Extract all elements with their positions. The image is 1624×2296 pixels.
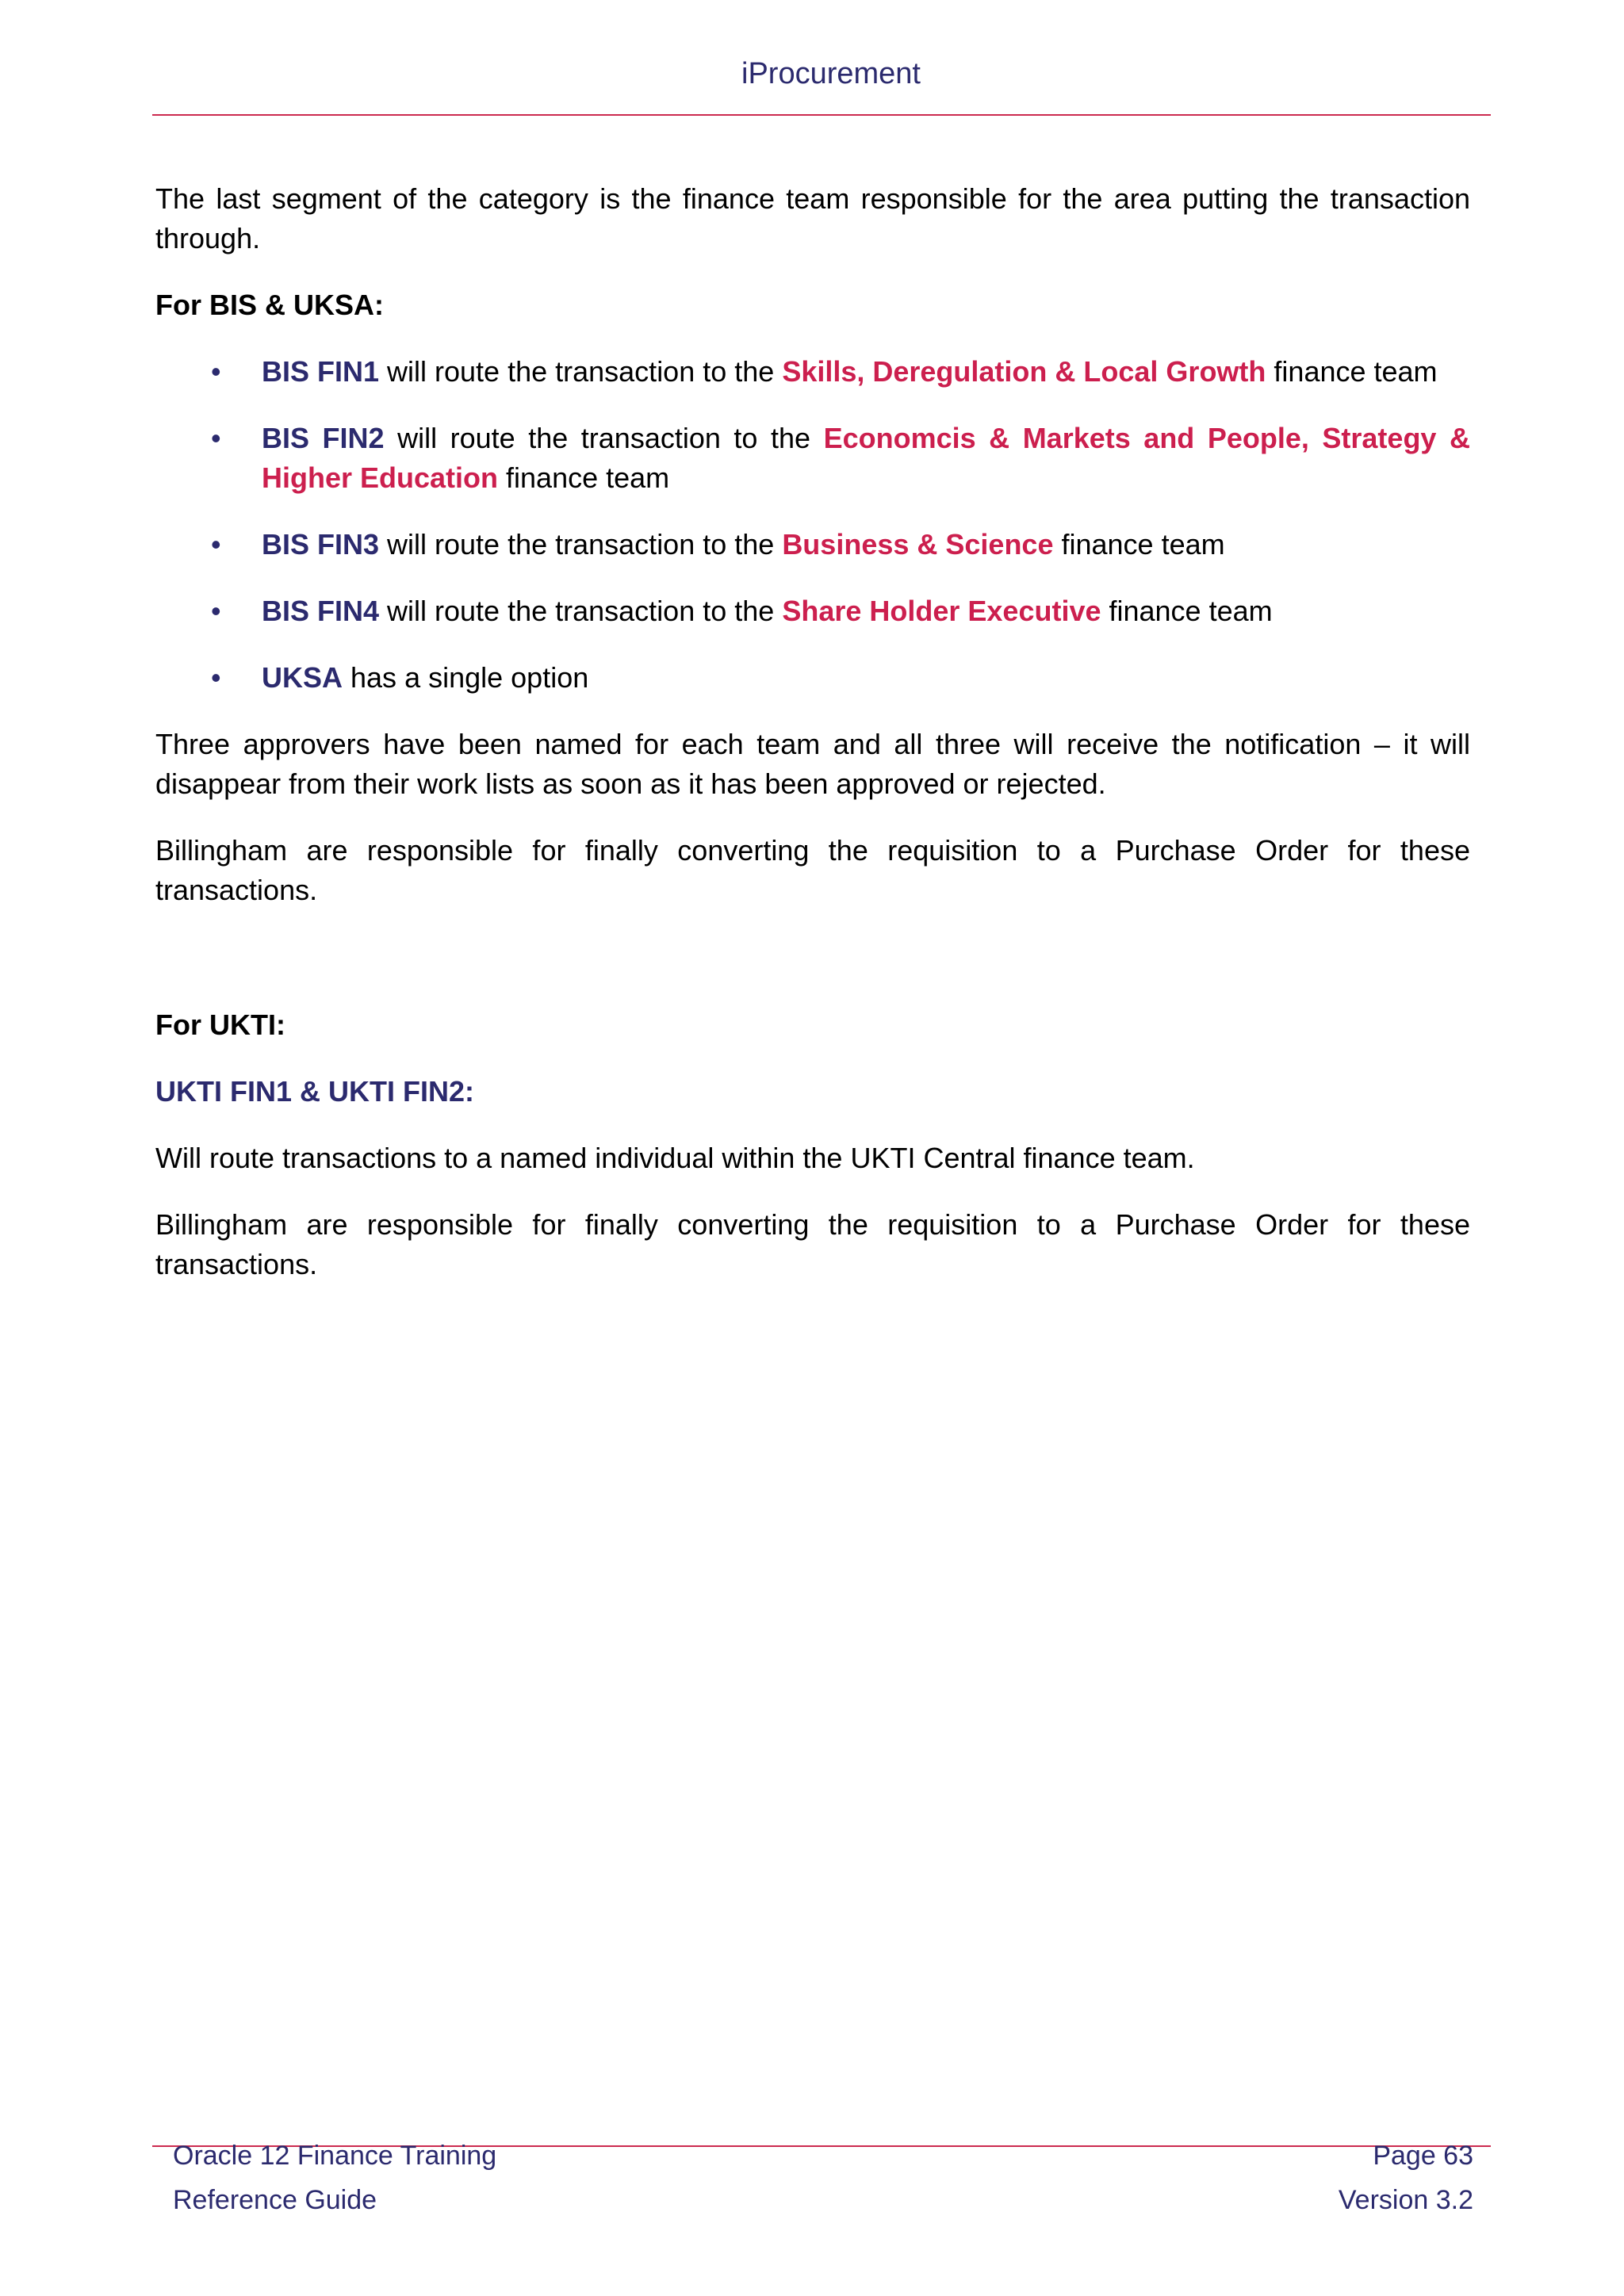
list-item [155, 419, 1470, 498]
ukti-route-paragraph: Will route transactions to a named individual within the UKTI Central finance team. [155, 1142, 1195, 1174]
footer-version: Version 3.2 [1338, 2185, 1473, 2215]
footer-page-number: Page 63 [1373, 2141, 1473, 2171]
bullet-text: will route the transaction to the [384, 422, 824, 454]
footer-doc-type: Reference Guide [173, 2185, 377, 2215]
bullet-text: finance team [1266, 355, 1438, 388]
bullet-icon: • [211, 595, 221, 627]
intro-paragraph: The last segment of the category is the finance team responsible for the area putting the transaction through. [155, 182, 1470, 254]
finance-code: UKSA [262, 661, 343, 694]
bullet-text: finance team [498, 461, 670, 494]
finance-team-list [155, 352, 1470, 698]
footer-course-title: Oracle 12 Finance Training [173, 2141, 497, 2171]
bullet-text: will route the transaction to the [379, 528, 783, 561]
finance-team-name: Share Holder Executive [782, 595, 1101, 627]
finance-code: BIS FIN3 [262, 528, 380, 561]
bullet-text: has a single option [343, 661, 589, 694]
bullet-icon: • [211, 661, 221, 694]
bis-uksa-heading: For BIS & UKSA: [155, 289, 384, 321]
list-item [155, 591, 1470, 631]
finance-team-name: Skills, Deregulation & Local Growth [782, 355, 1266, 388]
list-item [155, 658, 1470, 698]
header-title: iProcurement [741, 57, 921, 90]
billingham-paragraph: Billingham are responsible for finally converting the requisition to a Purchase Order for these transactions. [155, 834, 1470, 906]
finance-code: BIS FIN1 [262, 355, 380, 388]
bullet-text: will route the transaction to the [379, 355, 783, 388]
ukti-sub-heading: UKTI FIN1 & UKTI FIN2: [155, 1075, 474, 1108]
billingham-paragraph: Billingham are responsible for finally converting the requisition to a Purchase Order for these transactions. [155, 1208, 1470, 1280]
bullet-icon: • [211, 355, 221, 388]
finance-code: BIS FIN4 [262, 595, 380, 627]
document-body [155, 179, 1470, 1311]
finance-team-name: Economcis & Markets and People, Strategy & Higher Education [262, 422, 1470, 494]
bullet-text: finance team [1101, 595, 1273, 627]
bullet-icon: • [211, 422, 221, 454]
ukti-heading: For UKTI: [155, 1008, 285, 1041]
finance-team-name: Business & Science [782, 528, 1054, 561]
spacer [155, 937, 1470, 1005]
list-item [155, 352, 1470, 392]
bullet-text: finance team [1053, 528, 1225, 561]
bullet-icon: • [211, 528, 221, 561]
header-divider [152, 114, 1491, 116]
bullet-text: will route the transaction to the [379, 595, 783, 627]
approvers-paragraph: Three approvers have been named for each team and all three will receive the notification – it will disappear from their work lists as soon as it has been approved or rejected. [155, 728, 1470, 800]
finance-code: BIS FIN2 [262, 422, 385, 454]
list-item [155, 525, 1470, 564]
